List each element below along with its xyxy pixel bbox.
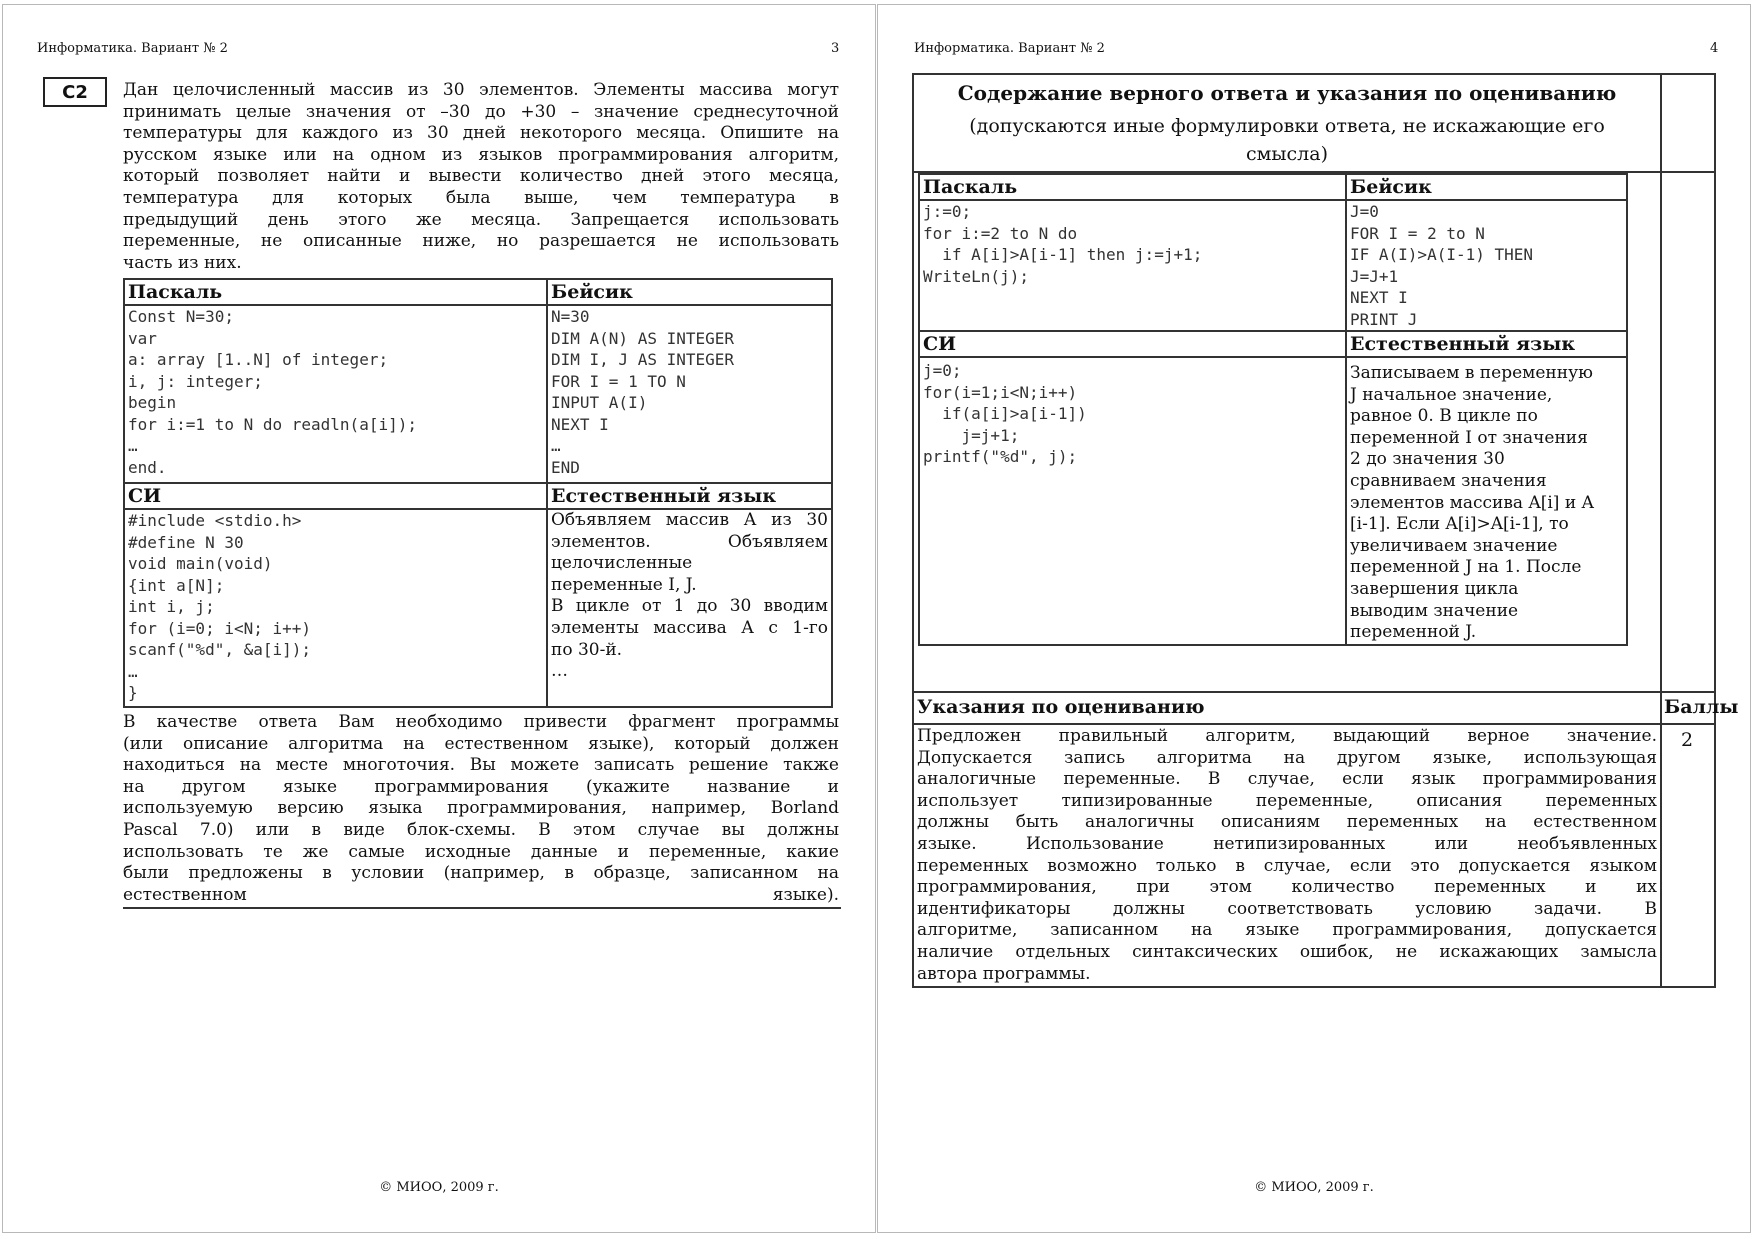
text-line: переменной I от значения [1350, 427, 1588, 448]
text-line: аналогичные переменные. В случае, если язык программирования [917, 769, 1657, 790]
text-line: переменной J. [1350, 622, 1477, 643]
c-code: j=0; for(i=1;i<N;i++) if(a[i]>a[i-1]) j=j+1; printf("%d", j); [919, 357, 1346, 645]
page-footer: © МИОО, 2009 г. [379, 1180, 499, 1195]
text-line: принимать целые значения от –30 до +30 – значение среднесуточной [123, 101, 839, 122]
grading-criteria [917, 726, 1657, 985]
text-line: часть из них. [123, 252, 242, 273]
basic-code: N=30 DIM A(N) AS INTEGER DIM I, J AS INTEGER FOR I = 1 TO N INPUT A(I) NEXT I … END [547, 305, 832, 483]
natural-header: Естественный язык [547, 483, 832, 509]
column-divider [1660, 75, 1662, 986]
text-line: элементы массива А с 1-го [551, 617, 828, 638]
text-line: на другом языке программирования (укажите название и [123, 776, 839, 797]
pascal-code: Const N=30; var a: array [1..N] of integer; i, j: integer; begin for i:=1 to N do readln(a[i]); … end. [124, 305, 547, 483]
page-number: 3 [831, 41, 840, 56]
basic-code: J=0 FOR I = 2 to N IF A(I)>A(I-1) THEN J=J+1 NEXT I PRINT J [1346, 200, 1627, 331]
pascal-header: Паскаль [124, 279, 547, 305]
text-line: Записываем в переменную [1350, 363, 1593, 383]
text-line: алгоритме, записанном на языке программирования, допускается [917, 920, 1657, 941]
pascal-header: Паскаль [919, 174, 1346, 200]
natural-description [1346, 357, 1627, 645]
text-line: наличие отдельных синтаксических ошибок, не искажающих замысла [917, 941, 1657, 962]
text-line: использует типизированные переменные, описания переменных [917, 790, 1657, 811]
text-line: использовать те же самые исходные данные и переменные, какие [123, 841, 839, 862]
divider [914, 723, 1714, 725]
text-line: переменные, не описанные ниже, но разрешается не использовать [123, 231, 839, 252]
text-line: увеличиваем значение [1350, 535, 1558, 556]
code-table [123, 278, 833, 708]
page-header: Информатика. Вариант № 2 [37, 41, 228, 56]
text-line: переменных возможно только в случае, если это допускается языком [917, 855, 1657, 876]
answer-subtitle: (допускаются иные формулировки ответа, не искажающие его смысла) [969, 115, 1605, 165]
divider [914, 691, 1714, 693]
text-line: сравниваем значения [1350, 470, 1547, 491]
text-line: В качестве ответа Вам необходимо привести фрагмент программы [123, 712, 839, 732]
text-line: температура для которых была выше, чем температура в [123, 187, 839, 208]
text-line: естественном языке). [123, 884, 839, 905]
text-line: переменной J на 1. После [1350, 557, 1582, 578]
text-line: должны быть аналогичны описаниям переменных на естественном [917, 812, 1657, 833]
answer-title: Содержание верного ответа и указания по оцениванию [957, 81, 1617, 105]
natural-header: Естественный язык [1346, 331, 1627, 357]
page-number: 4 [1710, 41, 1719, 56]
text-line: предыдущий день этого же месяца. Запрещается использовать [123, 209, 839, 230]
text-line: … [551, 661, 568, 682]
text-line: русском языке или на одном из языков программирования алгоритм, [123, 144, 839, 165]
text-line: автора программы. [917, 963, 1091, 984]
text-line: были предложены в условии (например, в образце, записанном на [123, 863, 839, 884]
answer-frame [912, 73, 1739, 988]
text-line: 2 до значения 30 [1350, 449, 1505, 470]
task-statement [123, 80, 839, 274]
text-line: В цикле от 1 до 30 вводим [551, 596, 828, 617]
text-line: переменные I, J. [551, 574, 697, 595]
grading-header: Указания по оцениванию [917, 696, 1205, 718]
text-line: Дан целочисленный массив из 30 элементов. Элементы массива могут [123, 80, 839, 100]
text-line: Объявляем массив А из 30 [551, 510, 828, 530]
text-line: Pascal 7.0) или в виде блок-схемы. В этом случае вы должны [123, 819, 839, 840]
c-header: СИ [124, 483, 547, 509]
text-line: целочисленные [551, 553, 693, 574]
left-page [2, 4, 876, 1233]
c-header: СИ [919, 331, 1346, 357]
basic-header: Бейсик [1346, 174, 1627, 200]
basic-header: Бейсик [547, 279, 832, 305]
text-line: программирования, при этом количество переменных и их [917, 877, 1657, 898]
pascal-code: j:=0; for i:=2 to N do if A[i]>A[i-1] then j:=j+1; WriteLn(j); [919, 200, 1346, 331]
text-line: [i-1]. Если A[i]>A[i-1], то [1350, 514, 1569, 535]
c-code: #include <stdio.h> #define N 30 void main(void) {int a[N]; int i, j; for (i=0; i<N; i++) scanf("%d", &a[i]); … } [124, 509, 547, 707]
answer-table [918, 173, 1628, 646]
text-line: по 30-й. [551, 639, 623, 660]
text-line: J начальное значение, [1350, 384, 1553, 405]
page-footer: © МИОО, 2009 г. [1254, 1180, 1374, 1195]
text-line: элементов массива A[i] и A [1350, 492, 1594, 513]
text-line: который позволяет найти и вывести количество дней этого месяца, [123, 166, 839, 187]
score-value: 2 [1680, 729, 1694, 751]
text-line: языке. Использование нетипизированных или необъявленных [917, 833, 1657, 854]
text-line: температуры для каждого из 30 дней некоторого месяца. Опишите на [123, 123, 839, 144]
text-line: выводим значение [1350, 600, 1519, 621]
natural-description [547, 509, 832, 707]
score-header: Баллы [1664, 696, 1739, 718]
text-line: находиться на месте многоточия. Вы можете записать решение также [123, 755, 839, 776]
text-line: Допускается запись алгоритма на другом языке, использующая [917, 747, 1657, 768]
divider [123, 907, 841, 909]
right-page [877, 4, 1751, 1233]
text-line: Предложен правильный алгоритм, выдающий верное значение. [917, 726, 1657, 746]
text-line: равное 0. В цикле по [1350, 406, 1538, 427]
answer-instructions [123, 712, 839, 906]
task-label: С2 [43, 77, 107, 107]
text-line: (или описание алгоритма на естественном языке), который должен [123, 733, 839, 754]
text-line: завершения цикла [1350, 578, 1519, 599]
page-header: Информатика. Вариант № 2 [914, 41, 1105, 56]
text-line: идентификаторы должны соответствовать условию задачи. В [917, 898, 1657, 919]
text-line: элементов. Объявляем [551, 531, 828, 552]
text-line: используемую версию языка программирования, например, Borland [123, 798, 839, 819]
